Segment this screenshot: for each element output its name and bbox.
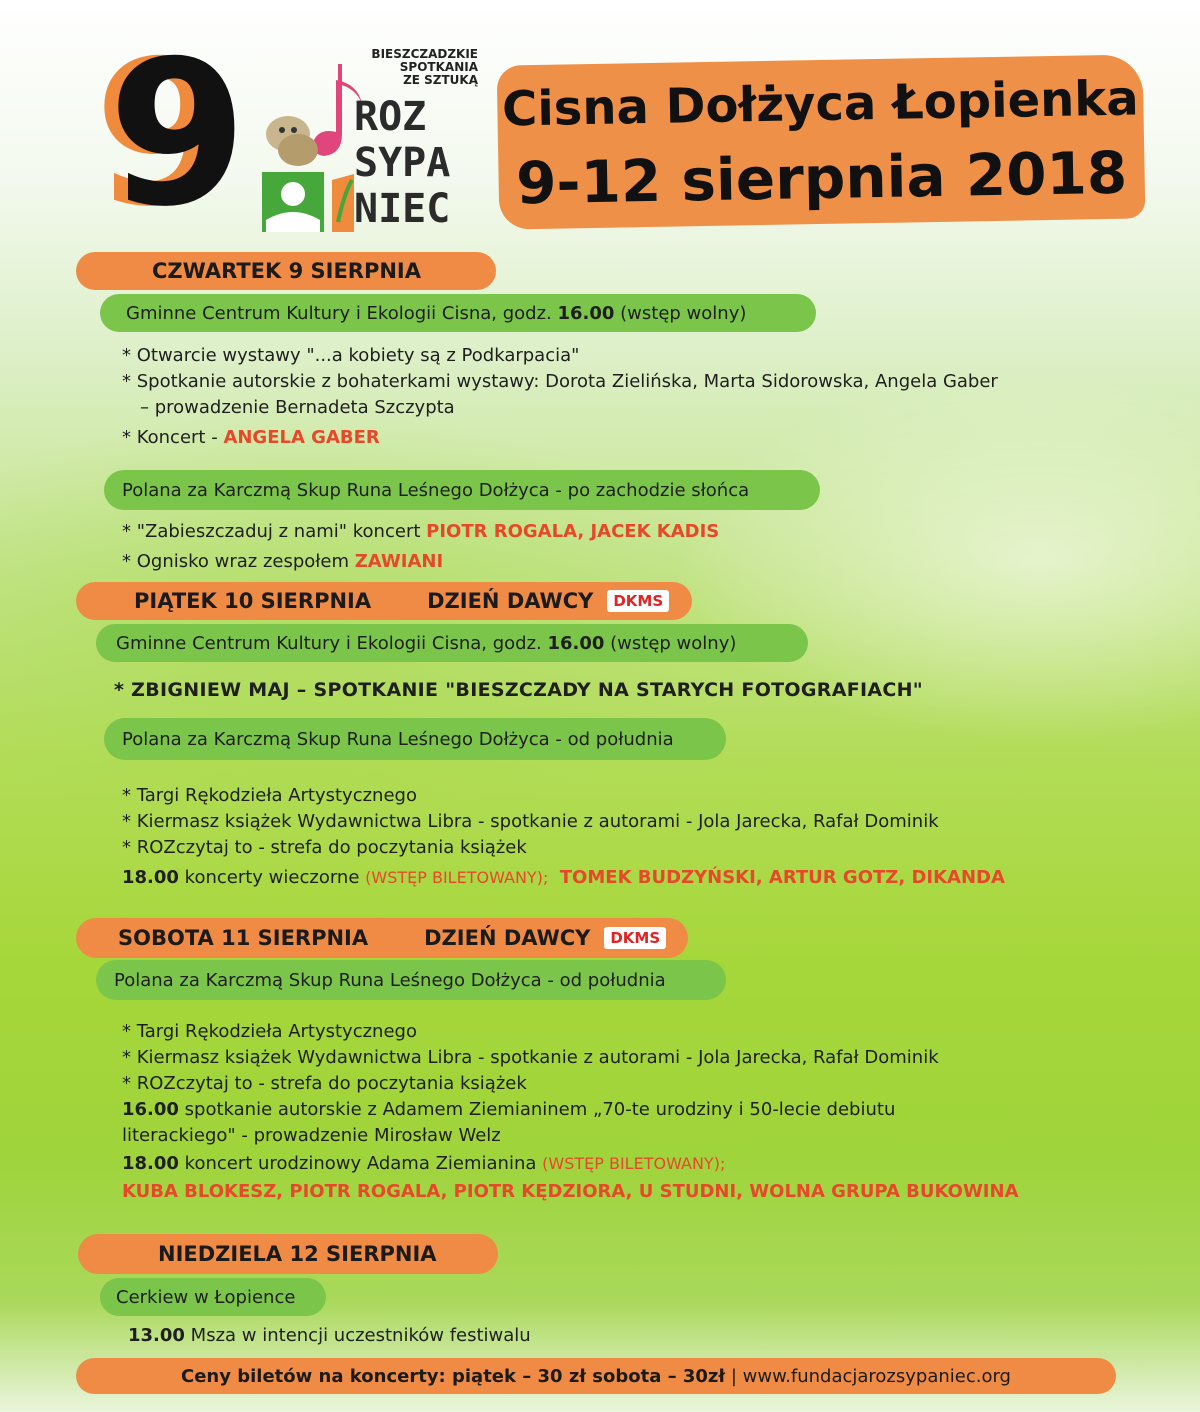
list-item: – prowadzenie Bernadeta Szczypta bbox=[140, 397, 455, 418]
dkms-logo: DKMS bbox=[607, 590, 669, 612]
list-item bbox=[128, 1324, 531, 1348]
title-dates: 9-12 sierpnia 2018 bbox=[515, 138, 1128, 218]
logo-word-2: SYPA bbox=[354, 140, 451, 186]
venue-friday-centre bbox=[96, 624, 808, 662]
event-label: koncert urodzinowy Adama Ziemianina bbox=[184, 1153, 537, 1174]
ticket-prices: Ceny biletów na koncerty: piątek – 30 zł sobota – 30zł bbox=[181, 1365, 726, 1387]
venue-note: (wstęp wolny) bbox=[620, 302, 747, 324]
logo-word-3: NIEC bbox=[354, 186, 451, 232]
bonfire-label: * Ognisko wraz zespołem bbox=[122, 551, 350, 572]
ticket-note: (WSTĘP BILETOWANY); bbox=[542, 1154, 726, 1173]
title-places: Cisna Dołżyca Łopienka bbox=[501, 70, 1140, 138]
list-item: * ROZczytaj to - strefa do poczytania książek bbox=[122, 1073, 527, 1094]
list-item bbox=[122, 550, 443, 574]
footer-bar bbox=[76, 1358, 1116, 1394]
list-item: literackiego" - prowadzenie Mirosław Welz bbox=[122, 1125, 501, 1146]
artist-name: PIOTR ROGALA, JACEK KADIS bbox=[426, 521, 720, 542]
venue-text: Gminne Centrum Kultury i Ekologii Cisna, godz. bbox=[116, 632, 542, 654]
day-title: SOBOTA 11 SIERPNIA bbox=[118, 926, 369, 950]
day-title: PIĄTEK 10 SIERPNIA bbox=[134, 589, 372, 613]
day-heading-sunday: NIEDZIELA 12 SIERPNIA bbox=[78, 1234, 498, 1274]
venue-friday-polana: Polana za Karczmą Skup Runa Leśnego Dołżyca - od południa bbox=[104, 718, 726, 760]
event-time: 13.00 bbox=[128, 1325, 185, 1346]
list-item: * Targi Rękodzieła Artystycznego bbox=[122, 785, 417, 806]
venue-time: 16.00 bbox=[557, 302, 615, 324]
list-item: * Otwarcie wystawy "...a kobiety są z Podkarpacia" bbox=[122, 345, 580, 366]
edition-number: 9 bbox=[108, 18, 248, 251]
artist-name: ZAWIANI bbox=[354, 551, 444, 572]
event-label: koncerty wieczorne bbox=[184, 867, 360, 888]
event-time: 18.00 bbox=[122, 1153, 179, 1174]
list-item: * ROZczytaj to - strefa do poczytania książek bbox=[122, 837, 527, 858]
concert-label: * Koncert - bbox=[122, 427, 218, 448]
venue-thursday-centre bbox=[100, 294, 816, 332]
logo-line-3: ZE SZTUKĄ bbox=[403, 73, 478, 87]
website-link[interactable]: www.fundacjarozsypaniec.org bbox=[742, 1365, 1011, 1387]
list-item bbox=[122, 426, 380, 450]
highlight-event: * ZBIGNIEW MAJ – SPOTKANIE "BIESZCZADY NA STARYCH FOTOGRAFIACH" bbox=[114, 679, 923, 701]
list-item: * Spotkanie autorskie z bohaterkami wystawy: Dorota Zielińska, Marta Sidorowska, Angela Gaber bbox=[122, 371, 998, 392]
artist-list: KUBA BLOKESZ, PIOTR ROGALA, PIOTR KĘDZIORA, U STUDNI, WOLNA GRUPA BUKOWINA bbox=[122, 1181, 1019, 1202]
donor-day-label: DZIEŃ DAWCY bbox=[427, 589, 594, 613]
title-banner bbox=[497, 54, 1146, 229]
artist-name: TOMEK BUDZYŃSKI, ARTUR GOTZ, DIKANDA bbox=[559, 867, 1005, 888]
footer-separator: | bbox=[730, 1365, 737, 1387]
list-item bbox=[122, 520, 719, 544]
list-item: * Kiermasz książek Wydawnictwa Libra - spotkanie z autorami - Jola Jarecka, Rafał Dominik bbox=[122, 811, 939, 832]
venue-saturday-polana: Polana za Karczmą Skup Runa Leśnego Dołżyca - od południa bbox=[96, 960, 726, 1000]
concert-label: * "Zabieszczaduj z nami" koncert bbox=[122, 521, 421, 542]
logo-line-1: BIESZCZADZKIE bbox=[371, 47, 478, 61]
venue-thursday-polana: Polana za Karczmą Skup Runa Leśnego Dołżyca - po zachodzie słońca bbox=[104, 470, 820, 510]
list-item bbox=[122, 866, 1005, 890]
list-item: * Targi Rękodzieła Artystycznego bbox=[122, 1021, 417, 1042]
venue-text: Gminne Centrum Kultury i Ekologii Cisna, godz. bbox=[126, 302, 552, 324]
list-item bbox=[122, 1152, 725, 1176]
day-heading-thursday: CZWARTEK 9 SIERPNIA bbox=[76, 252, 496, 290]
logo-line-2: SPOTKANIA bbox=[399, 60, 478, 74]
list-item: * Kiermasz książek Wydawnictwa Libra - spotkanie z autorami - Jola Jarecka, Rafał Dominik bbox=[122, 1047, 939, 1068]
event-label: spotkanie autorskie z Adamem Ziemianinem „70-te urodziny i 50-lecie debiutu bbox=[184, 1099, 896, 1120]
logo-word-1: ROZ bbox=[354, 94, 427, 140]
venue-time: 16.00 bbox=[547, 632, 605, 654]
venue-note: (wstęp wolny) bbox=[610, 632, 737, 654]
venue-sunday: Cerkiew w Łopience bbox=[100, 1278, 326, 1316]
list-item bbox=[122, 1098, 895, 1122]
event-time: 18.00 bbox=[122, 867, 179, 888]
day-heading-saturday bbox=[76, 918, 688, 958]
artist-name: ANGELA GABER bbox=[223, 427, 380, 448]
dkms-logo: DKMS bbox=[604, 927, 666, 949]
event-label: Msza w intencji uczestników festiwalu bbox=[190, 1325, 531, 1346]
day-heading-friday bbox=[76, 582, 692, 620]
donor-day-label: DZIEŃ DAWCY bbox=[424, 926, 591, 950]
ticket-note: (WSTĘP BILETOWANY); bbox=[365, 868, 549, 887]
event-time: 16.00 bbox=[122, 1099, 179, 1120]
festival-logo bbox=[258, 44, 480, 240]
